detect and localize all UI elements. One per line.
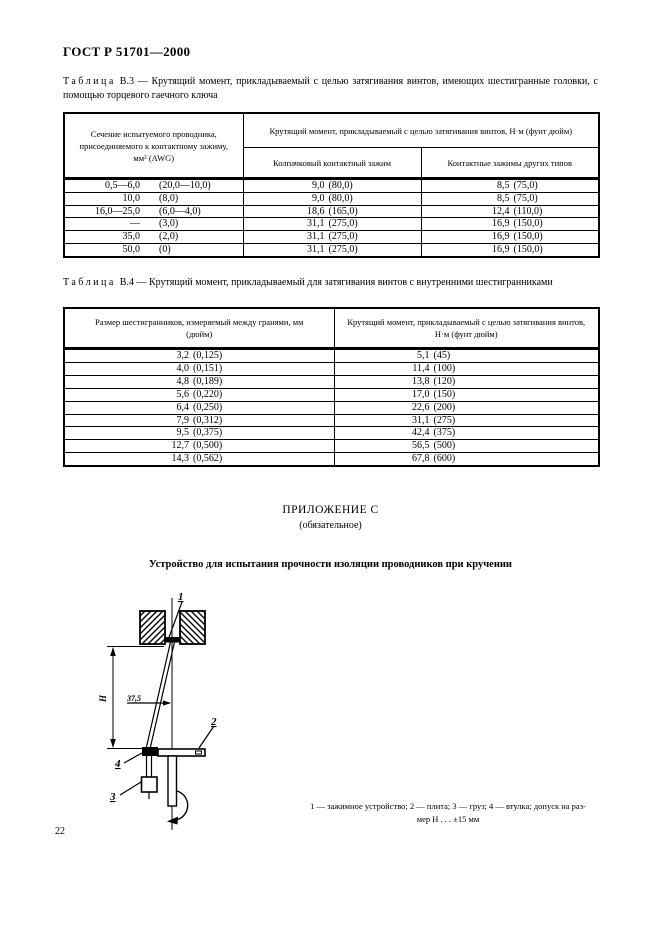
cell-tightening-torque	[334, 349, 599, 363]
cell-tightening-torque-alt: (120)	[433, 375, 456, 387]
cell-other-terminal-torque	[421, 231, 599, 244]
cell-hex-size-value: 6,4	[176, 401, 189, 413]
table-b4-caption-text: В.4 — Крутящий момент, прикладываемый для затягивания винтов с внутренними шестигранниками	[119, 277, 553, 288]
cell-other-terminal-torque	[421, 205, 599, 218]
cell-hex-size-alt: (0,562)	[193, 453, 223, 465]
table-b3-caption	[63, 75, 598, 102]
cell-tightening-torque-value: 42,4	[412, 427, 430, 439]
cell-hex-size-value: 7,9	[176, 414, 189, 426]
table-b4-row	[64, 388, 599, 401]
table-b3-row	[64, 231, 599, 244]
leader-line-4	[124, 753, 142, 763]
cell-hex-size-value: 3,2	[176, 350, 189, 361]
cell-hex-size-alt: (0,500)	[193, 440, 223, 452]
cell-tightening-torque-alt: (200)	[433, 401, 456, 413]
cell-conductor-section	[64, 218, 243, 231]
table-b3-subheader-cap-text: Колпачковый контактный зажим	[273, 157, 391, 168]
conductor-section-awg: (20,0—10,0)	[159, 180, 211, 191]
table-b3-col1-header	[64, 113, 243, 179]
cell-hex-size	[64, 453, 334, 466]
conductor-section-awg: (2,0)	[159, 231, 179, 243]
cell-cap-terminal-torque-alt: (275,0)	[328, 231, 358, 243]
cell-cap-terminal-torque	[243, 205, 421, 218]
specimen-wire	[146, 642, 175, 749]
cell-tightening-torque	[334, 414, 599, 427]
cell-tightening-torque	[334, 401, 599, 414]
page-number: 22	[55, 826, 65, 837]
table-b3-caption-word: Таблица	[63, 76, 116, 87]
cell-cap-terminal-torque	[243, 192, 421, 205]
table-b4-col2-header	[334, 308, 599, 349]
table-b3	[63, 112, 600, 258]
cell-conductor-section	[64, 179, 243, 193]
cell-cap-terminal-torque	[243, 243, 421, 256]
cell-hex-size-alt: (0,125)	[193, 350, 223, 361]
callout-3-weight: 3	[110, 791, 116, 803]
cell-cap-terminal-torque-alt: (165,0)	[328, 205, 358, 217]
leader-line-2	[199, 726, 214, 748]
table-b4-caption-word: Таблица	[63, 277, 116, 288]
conductor-section-mm: 16,0—25,0	[95, 205, 140, 217]
table-b4-row	[64, 414, 599, 427]
cell-conductor-section	[64, 243, 243, 256]
cell-cap-terminal-torque	[243, 231, 421, 244]
cell-other-terminal-torque	[421, 179, 599, 193]
figure-legend-line1: 1 — зажимное устройство; 2 — плита; 3 — груз; 4 — втулка; допуск на раз-	[310, 801, 586, 811]
cell-cap-terminal-torque-value: 9,0	[312, 180, 325, 191]
cell-hex-size	[64, 440, 334, 453]
cell-tightening-torque-value: 31,1	[412, 414, 430, 426]
table-b3-span-header	[243, 113, 599, 148]
cell-other-terminal-torque-alt: (110,0)	[513, 205, 543, 217]
cell-cap-terminal-torque-value: 31,1	[307, 243, 325, 255]
cell-hex-size-alt: (0,151)	[193, 362, 223, 374]
cell-other-terminal-torque-alt: (150,0)	[513, 231, 543, 243]
cell-other-terminal-torque-value: 8,5	[497, 192, 510, 204]
table-b4-row	[64, 401, 599, 414]
conductor-section-awg: (8,0)	[159, 192, 179, 204]
table-b3-col1-header-text: Сечение испытуемого проводника, присоединяемого к контактному зажиму, мм² (AWG)	[79, 128, 228, 163]
cell-cap-terminal-torque-value: 31,1	[307, 231, 325, 243]
cell-tightening-torque-value: 13,8	[412, 375, 430, 387]
appendix-title: ПРИЛОЖЕНИЕ С	[282, 504, 379, 516]
cell-hex-size	[64, 349, 334, 363]
conductor-section-awg: (0)	[159, 243, 171, 255]
cell-cap-terminal-torque-alt: (80,0)	[328, 192, 353, 204]
table-b4-col1-header-text: Размер шестигранников, измеряемый между гранями, мм (дюйм)	[95, 317, 304, 339]
cell-cap-terminal-torque-alt: (275,0)	[328, 243, 358, 255]
cell-tightening-torque-value: 17,0	[412, 388, 430, 400]
cell-other-terminal-torque-value: 8,5	[497, 180, 510, 191]
figure-legend-line2: мер Н . . . ±15 мм	[416, 813, 480, 824]
table-b4-row	[64, 349, 599, 363]
table-b3-row	[64, 192, 599, 205]
cell-hex-size	[64, 388, 334, 401]
cell-hex-size-alt: (0,220)	[193, 388, 223, 400]
table-b4	[63, 307, 600, 467]
callout-4-bushing: 4	[115, 758, 121, 770]
callout-2-plate: 2	[211, 716, 217, 728]
cell-tightening-torque	[334, 362, 599, 375]
cell-tightening-torque-value: 56,5	[412, 440, 430, 452]
cell-other-terminal-torque-alt: (75,0)	[513, 180, 538, 191]
cell-conductor-section	[64, 205, 243, 218]
table-b3-row	[64, 243, 599, 256]
table-b4-col1-header	[64, 308, 334, 349]
cell-other-terminal-torque-alt: (75,0)	[513, 192, 538, 204]
cell-hex-size	[64, 375, 334, 388]
cell-tightening-torque-alt: (600)	[433, 453, 456, 465]
table-b4-row	[64, 375, 599, 388]
table-b4-col2-header-text: Крутящий момент, прикладываемый с целью затягивания винтов, Н·м (фунт дюйм)	[347, 317, 586, 339]
figure-legend	[270, 800, 626, 825]
conductor-section-mm: —	[130, 218, 140, 230]
cell-tightening-torque	[334, 388, 599, 401]
table-b4-row	[64, 440, 599, 453]
cell-tightening-torque-value: 11,4	[412, 362, 430, 374]
cell-tightening-torque-alt: (375)	[433, 427, 456, 439]
rotating-rod	[168, 756, 177, 806]
cell-cap-terminal-torque	[243, 218, 421, 231]
cell-hex-size-alt: (0,312)	[193, 414, 223, 426]
cell-other-terminal-torque	[421, 243, 599, 256]
cell-cap-terminal-torque-value: 18,6	[307, 205, 325, 217]
cell-hex-size-value: 12,7	[171, 440, 189, 452]
cell-conductor-section	[64, 192, 243, 205]
cell-hex-size-value: 4,8	[176, 375, 189, 387]
table-b3-caption-text: В.3 — Крутящий момент, прикладываемый с целью затягивания винтов, имеющих шестигранные головки, с помощью торцевого гаечного ключа	[63, 76, 598, 101]
cell-hex-size-alt: (0,250)	[193, 401, 223, 413]
cell-hex-size-value: 14,3	[171, 453, 189, 465]
cell-tightening-torque-alt: (45)	[433, 350, 451, 361]
cell-tightening-torque-alt: (100)	[433, 362, 456, 374]
table-b4-row	[64, 427, 599, 440]
conductor-section-awg: (6,0—4,0)	[159, 205, 201, 217]
plate	[158, 726, 214, 756]
dimension-offset-label: 37,5	[127, 694, 141, 703]
table-b3-row	[64, 205, 599, 218]
cell-other-terminal-torque-value: 12,4	[492, 205, 510, 217]
cell-tightening-torque-value: 5,1	[417, 350, 430, 361]
cell-hex-size-value: 4,0	[176, 362, 189, 374]
cell-conductor-section	[64, 231, 243, 244]
cell-tightening-torque	[334, 375, 599, 388]
table-b3-row	[64, 179, 599, 193]
table-b4-caption	[63, 276, 598, 290]
standard-number-header: ГОСТ Р 51701—2000	[63, 44, 191, 59]
cell-tightening-torque	[334, 453, 599, 466]
bushing	[124, 747, 158, 763]
cell-tightening-torque-value: 22,6	[412, 401, 430, 413]
cell-tightening-torque-alt: (150)	[433, 388, 456, 400]
cell-hex-size	[64, 427, 334, 440]
cell-other-terminal-torque-value: 16,9	[492, 231, 510, 243]
cell-cap-terminal-torque-value: 31,1	[307, 218, 325, 230]
leader-line-3	[120, 782, 141, 795]
table-b3-subheader-cap	[243, 148, 421, 179]
cell-other-terminal-torque	[421, 218, 599, 231]
cell-other-terminal-torque-value: 16,9	[492, 243, 510, 255]
cell-hex-size-value: 9,5	[176, 427, 189, 439]
conductor-section-mm: 10,0	[122, 192, 140, 204]
cell-hex-size-alt: (0,189)	[193, 375, 223, 387]
cell-cap-terminal-torque-alt: (275,0)	[328, 218, 358, 230]
figure-title: Устройство для испытания прочности изоляции проводников при кручении	[149, 559, 512, 570]
callout-1-clamp: 1	[178, 591, 184, 603]
table-b3-row	[64, 218, 599, 231]
cell-tightening-torque-alt: (500)	[433, 440, 456, 452]
cell-tightening-torque	[334, 440, 599, 453]
cell-hex-size	[64, 401, 334, 414]
table-b4-row	[64, 453, 599, 466]
cell-other-terminal-torque-alt: (150,0)	[513, 243, 543, 255]
table-b4-row	[64, 362, 599, 375]
table-b3-subheader-other-text: Контактные зажимы других типов	[447, 157, 572, 168]
appendix-subtitle: (обязательное)	[299, 520, 362, 531]
cell-cap-terminal-torque-value: 9,0	[312, 192, 325, 204]
cell-cap-terminal-torque	[243, 179, 421, 193]
cell-hex-size	[64, 362, 334, 375]
cell-hex-size-value: 5,6	[176, 388, 189, 400]
conductor-section-mm: 0,5—6,0	[105, 180, 140, 191]
conductor-section-awg: (3,0)	[159, 218, 179, 230]
conductor-section-mm: 50,0	[122, 243, 140, 255]
cell-other-terminal-torque-alt: (150,0)	[513, 218, 543, 230]
cell-other-terminal-torque	[421, 192, 599, 205]
cell-tightening-torque-alt: (275)	[433, 414, 456, 426]
cell-tightening-torque-value: 67,8	[412, 453, 430, 465]
dimension-h-label: H	[98, 694, 108, 702]
cell-cap-terminal-torque-alt: (80,0)	[328, 180, 353, 191]
table-b3-subheader-other	[421, 148, 599, 179]
cell-other-terminal-torque-value: 16,9	[492, 218, 510, 230]
cell-hex-size	[64, 414, 334, 427]
cell-hex-size-alt: (0,375)	[193, 427, 223, 439]
conductor-section-mm: 35,0	[122, 231, 140, 243]
table-b3-span-header-text: Крутящий момент, прикладываемый с целью затягивания винтов, Н·м (фунт дюйм)	[269, 125, 573, 136]
cell-tightening-torque	[334, 427, 599, 440]
